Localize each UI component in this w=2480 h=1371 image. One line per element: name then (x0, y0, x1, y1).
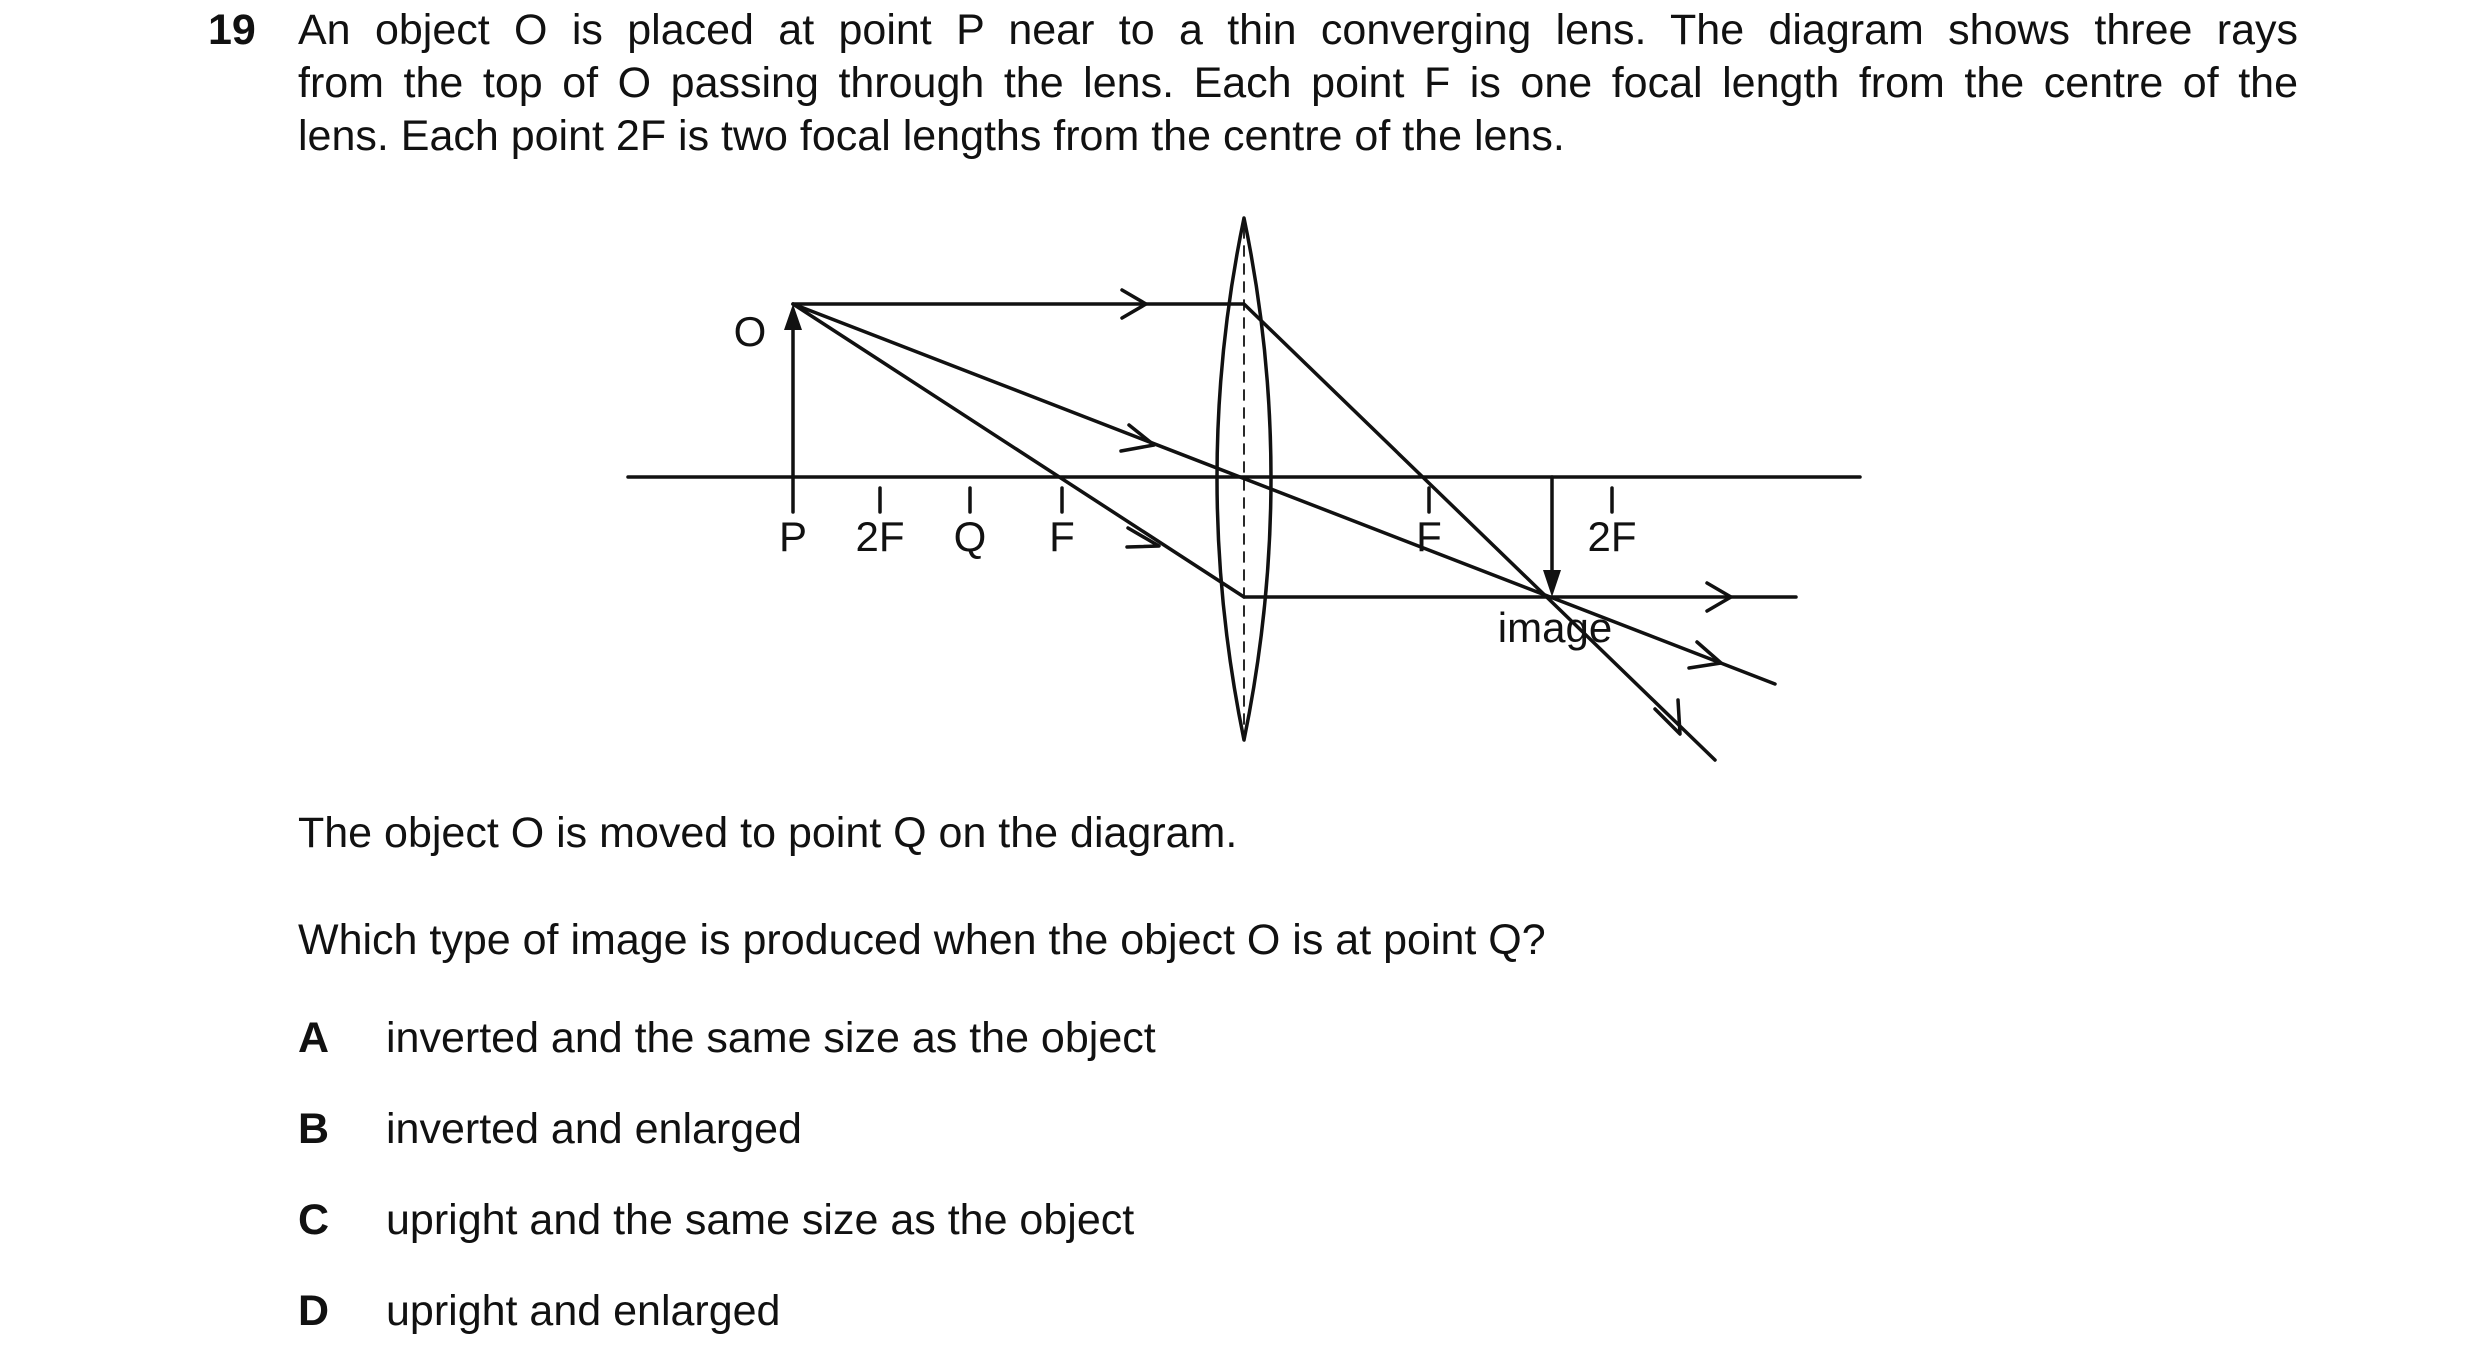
stem-line-2: from the top of O passing through the lens. Each point F is one focal length from the centre of the (298, 59, 2298, 107)
ray-centre (793, 304, 1775, 684)
option-d-text: upright and enlarged (386, 1287, 781, 1335)
option-a-text: inverted and the same size as the object (386, 1014, 1156, 1062)
option-b-text: inverted and enlarged (386, 1105, 802, 1153)
label-q: Q (953, 513, 987, 560)
label-right-f: F (1416, 513, 1442, 560)
ray-focal (793, 304, 1796, 597)
label-object: O (733, 308, 767, 355)
label-left-2f: 2F (855, 513, 905, 560)
label-left-f: F (1049, 513, 1075, 560)
option-a-letter: A (298, 1014, 330, 1062)
statement-text: The object O is moved to point Q on the diagram. (298, 809, 1238, 857)
prompt-text: Which type of image is produced when the object O is at point Q? (298, 916, 1546, 964)
option-c-letter: C (298, 1196, 330, 1244)
stem-line-3: lens. Each point 2F is two focal lengths from the centre of the lens. (298, 112, 1565, 160)
question-number: 19 (208, 6, 256, 54)
option-d-letter: D (298, 1287, 330, 1335)
ray-exit-arrowhead-2 (1689, 642, 1721, 668)
option-c-text: upright and the same size as the object (386, 1196, 1135, 1244)
label-right-2f: 2F (1587, 513, 1637, 560)
image-arrowhead (1543, 570, 1561, 597)
label-p: P (778, 513, 808, 560)
label-image: image (1497, 604, 1613, 651)
option-b-letter: B (298, 1105, 330, 1153)
stem-line-1: An object O is placed at point P near to a thin converging lens. The diagram shows three rays (298, 6, 2298, 54)
